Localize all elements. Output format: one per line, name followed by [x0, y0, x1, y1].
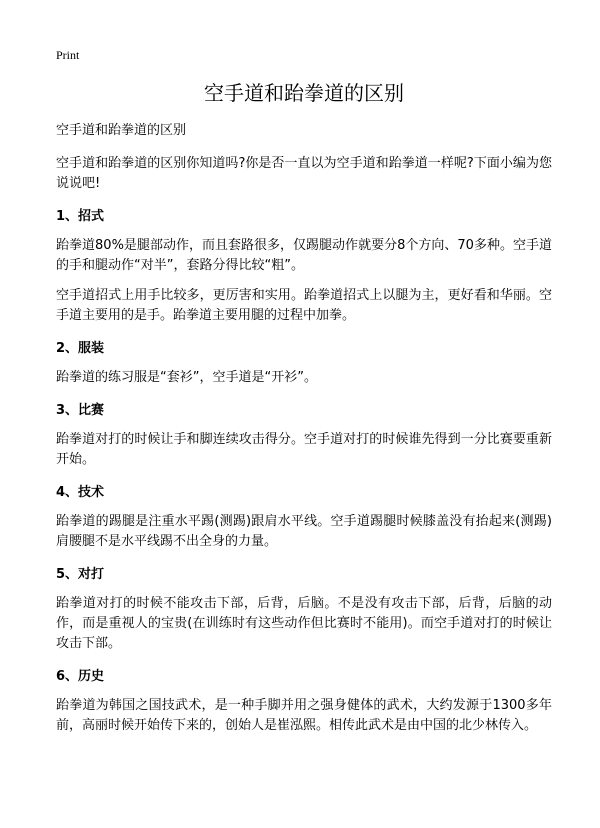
section-technique: [56, 484, 552, 552]
section-heading: 3、比赛: [56, 403, 105, 418]
print-link[interactable]: Print: [56, 48, 80, 62]
section-competition: [56, 402, 552, 470]
section-paragraph: 跆拳道为韩国之国技武术，是一种手脚并用之强身健体的武术，大约发源于1300多年前，高丽时候开始传下来的，创始人是崔泓熙。相传此武术是由中国的北少林传入。: [56, 698, 552, 733]
section-paragraph: 跆拳道对打的时候让手和脚连续攻击得分。空手道对打的时候谁先得到一分比赛要重新开始。: [56, 432, 552, 467]
section-history: [56, 668, 552, 736]
section-moves: [56, 208, 552, 326]
section-paragraph: 跆拳道的踢腿是注重水平踢(测踢)跟肩水平线。空手道踢腿时候膝盖没有抬起来(测踢)肩腰腿不是水平线踢不出全身的力量。: [56, 514, 552, 549]
section-heading: 5、对打: [56, 567, 105, 582]
section-heading: 2、服装: [56, 341, 105, 356]
page-title: 空手道和跆拳道的区别: [204, 81, 404, 105]
section-paragraph: 跆拳道80%是腿部动作，而且套路很多，仅踢腿动作就要分8个方向、70多种。空手道的手和腿动作“对半”，套路分得比较“粗”。: [56, 238, 552, 273]
intro-paragraph: 空手道和跆拳道的区别你知道吗?你是否一直以为空手道和跆拳道一样呢?下面小编为您说说吧!: [56, 156, 552, 191]
section-paragraph: 跆拳道对打的时候不能攻击下部，后背，后脑。不是没有攻击下部，后背，后脑的动作，而是重视人的宝贵(在训练时有这些动作但比赛时不能用)。而空手道对打的时候让攻击下部。: [56, 596, 552, 651]
section-paragraph: 跆拳道的练习服是“套衫”，空手道是“开衫”。: [56, 370, 317, 385]
article-subtitle: 空手道和跆拳道的区别: [56, 123, 187, 138]
section-heading: 6、历史: [56, 669, 105, 684]
section-uniform: [56, 340, 552, 388]
section-heading: 1、招式: [56, 209, 105, 224]
section-sparring: [56, 566, 552, 654]
section-heading: 4、技术: [56, 485, 105, 500]
article-body: [56, 122, 552, 736]
section-paragraph: 空手道招式上用手比较多，更厉害和实用。跆拳道招式上以腿为主，更好看和华丽。空手道主要用的是手。跆拳道主要用腿的过程中加拳。: [56, 288, 552, 323]
